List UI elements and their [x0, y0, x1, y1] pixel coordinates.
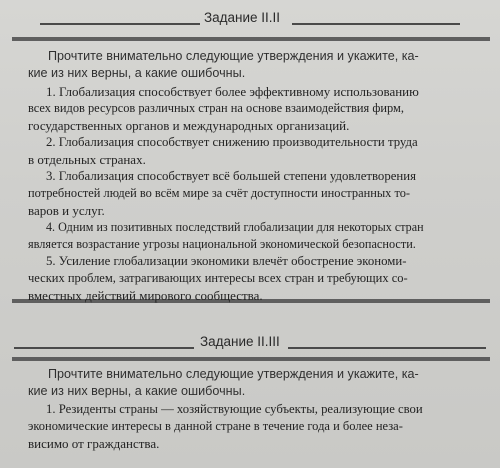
task-2-2-title: Задание II.II — [204, 10, 281, 25]
header-rule-left — [14, 347, 194, 349]
task-2-2-statement-1-line-3: государственных органов и международных организаций. — [28, 118, 350, 133]
header-rule-left — [40, 23, 200, 25]
task-2-2-statement-1-line-1: 1. Глобализация способствует более эффективному использованию — [46, 84, 419, 99]
task-2-2-statement-3-line-1: 3. Глобализация способствует всё большей степени удовлетворения — [46, 169, 416, 183]
task-2-2-statement-3-line-2: потребностей людей во всём мире за счёт доступности иностранных то- — [28, 186, 411, 200]
task-2-3-instruction-line-2: кие из них верны, а какие ошибочны. — [28, 384, 246, 398]
task-2-3-box — [12, 357, 490, 468]
task-2-2-instruction-line-2: кие из них верны, а какие ошибочны. — [28, 66, 246, 80]
task-2-2-statement-1-line-2: всех видов ресурсов различных стран на основе взаимодействия фирм, — [28, 101, 404, 115]
header-rule-right — [288, 347, 486, 349]
task-2-2-statement-5-line-1: 5. Усиление глобализации экономики влечёт обострение экономи- — [46, 254, 407, 268]
task-2-3-header — [0, 334, 500, 354]
task-2-2-statement-5-line-3: вместных действий мирового сообщества. — [28, 288, 263, 303]
header-rule-right — [292, 23, 460, 25]
task-2-2-box — [12, 37, 490, 303]
task-2-3-title: Задание II.III — [200, 334, 280, 349]
task-2-3-statement-1-line-1: 1. Резиденты страны — хозяйствующие субъекты, реализующие свои — [46, 402, 423, 416]
task-2-2-statement-4-line-2: является возрастание угрозы национальной экономической безопасности. — [28, 237, 416, 251]
task-2-3-instruction-line-1: Прочтите внимательно следующие утверждения и укажите, ка- — [48, 367, 419, 381]
task-2-2-instruction-line-1: Прочтите внимательно следующие утверждения и укажите, ка- — [48, 49, 419, 63]
task-2-2-statement-2-line-1: 2. Глобализация способствует снижению производительности труда — [46, 135, 418, 149]
task-2-2-statement-2-line-2: в отдельных странах. — [28, 152, 146, 167]
task-2-3-statement-1-line-3: висимо от гражданства. — [28, 436, 160, 451]
task-2-2-statement-5-line-2: ческих проблем, затрагивающих интересы всех стран и требующих со- — [28, 271, 408, 285]
task-2-3-statement-1-line-2: экономические интересы в данной стране в течение года и более неза- — [28, 419, 403, 433]
task-2-2-statement-4-line-1: 4. Одним из позитивных последствий глобализации для некоторых стран — [46, 220, 424, 234]
task-2-2-header — [0, 10, 500, 30]
task-2-2-statement-3-line-3: варов и услуг. — [28, 203, 105, 218]
